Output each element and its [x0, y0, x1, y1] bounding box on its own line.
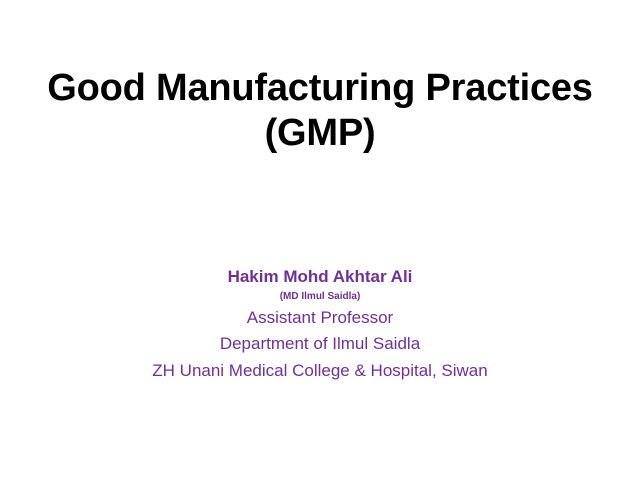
author-role: Assistant Professor	[246, 308, 394, 328]
title-block	[32, 66, 608, 156]
author-qualification: (MD Ilmul Saidla)	[279, 291, 361, 303]
page-title	[32, 66, 608, 156]
author-organization: ZH Unani Medical College & Hospital, Siwan	[152, 360, 488, 380]
title-line-1: Good Manufacturing Practices	[47, 67, 593, 109]
author-department: Department of Ilmul Saidla	[219, 334, 421, 354]
title-line-2: (GMP)	[264, 111, 376, 154]
author-block	[32, 266, 608, 383]
author-name: Hakim Mohd Akhtar Ali	[227, 267, 413, 286]
